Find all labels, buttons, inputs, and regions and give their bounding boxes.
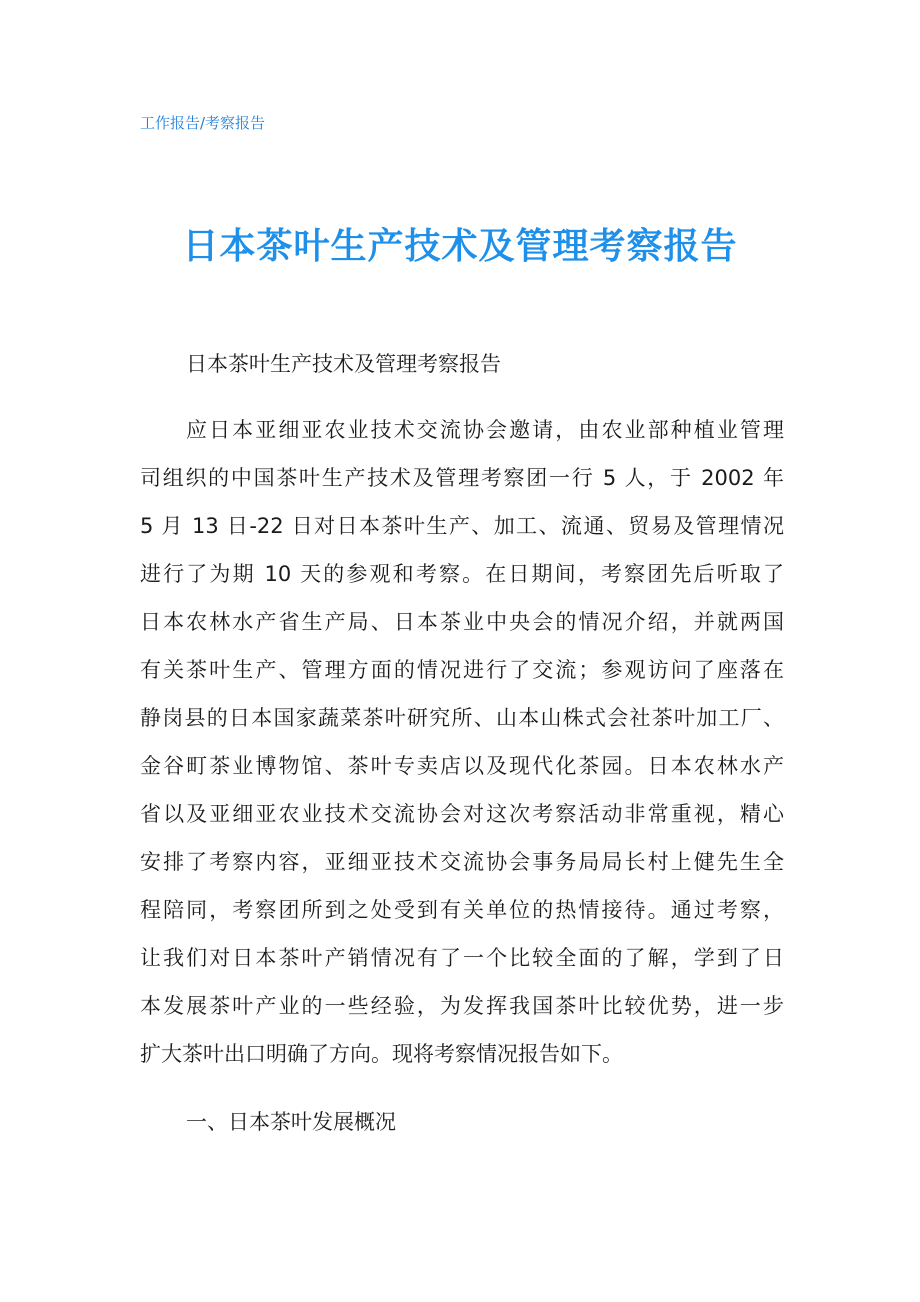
paragraph-line: 省以及亚细亚农业技术交流协会对这次考察活动非常重视，精心 [140, 802, 784, 826]
paragraph-line: 司组织的中国茶叶生产技术及管理考察团一行 5 人，于 2002 年 [140, 466, 784, 490]
paragraph-line: 有关茶叶生产、管理方面的情况进行了交流；参观访问了座落在 [140, 658, 784, 682]
paragraph-intro [140, 406, 784, 1078]
paragraph-line: 扩大茶叶出口明确了方向。现将考察情况报告如下。 [140, 1042, 623, 1066]
paragraph-line: 5 月 13 日-22 日对日本茶叶生产、加工、流通、贸易及管理情况 [140, 514, 784, 538]
paragraph-line: 金谷町茶业博物馆、茶叶专卖店以及现代化茶园。日本农林水产 [140, 754, 784, 778]
paragraph-line: 让我们对日本茶叶产销情况有了一个比较全面的了解，学到了日 [140, 946, 784, 970]
paragraph-line: 程陪同，考察团所到之处受到有关单位的热情接待。通过考察， [140, 898, 784, 922]
paragraph-line: 进行了为期 10 天的参观和考察。在日期间，考察团先后听取了 [140, 562, 784, 586]
section-heading-1: 一、日本茶叶发展概况 [186, 1110, 396, 1134]
paragraph-line: 本发展茶叶产业的一些经验，为发挥我国茶叶比较优势，进一步 [140, 994, 784, 1018]
paragraph-line: 静岗县的日本国家蔬菜茶叶研究所、山本山株式会社茶叶加工厂、 [140, 706, 784, 730]
document-subtitle: 日本茶叶生产技术及管理考察报告 [186, 352, 501, 376]
category-breadcrumb: 工作报告/考察报告 [140, 114, 266, 132]
paragraph-line: 日本农林水产省生产局、日本茶业中央会的情况介绍，并就两国 [140, 610, 784, 634]
paragraph-line: 安排了考察内容，亚细亚技术交流协会事务局局长村上健先生全 [140, 850, 784, 874]
document-title: 日本茶叶生产技术及管理考察报告 [182, 226, 738, 267]
paragraph-line: 应日本亚细亚农业技术交流协会邀请，由农业部种植业管理 [186, 418, 784, 442]
